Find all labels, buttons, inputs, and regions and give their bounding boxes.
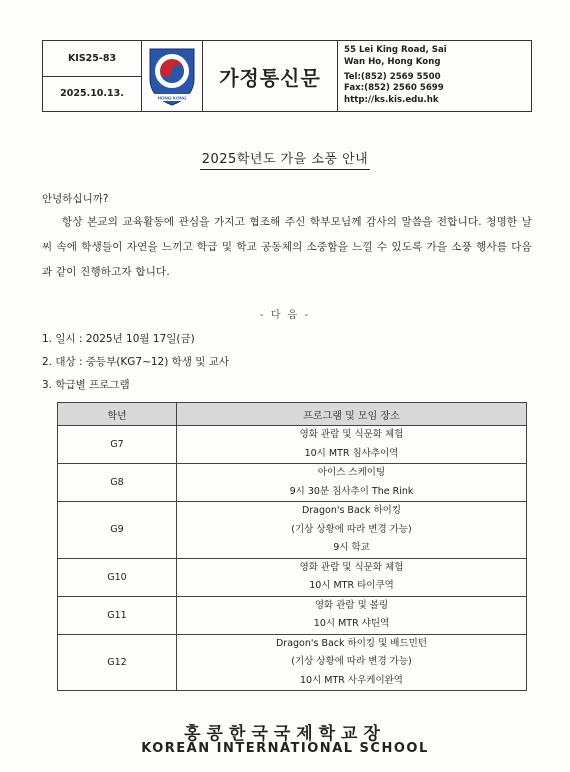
body-paragraph: 항상 본교의 교육활동에 관심을 가지고 협조해 주신 학부모님께 감사의 말씀을 전합니다. 청명한 날씨 속에 학생들이 자연을 느끼고 학급 및 학교 공동체의 소중함을 느낄 수 있도록 가을 소풍 행사를 다음과 같이 진행하고자 합니다. <box>42 216 532 278</box>
program-line: 아이스 스케이팅 <box>317 467 386 478</box>
program-line: (기상 상황에 따라 변경 가능) <box>291 523 412 535</box>
program-line: 10시 MTR 사우케이완역 <box>300 674 403 686</box>
program-line: Dragon's Back 하이킹 및 배드민턴 <box>275 637 428 649</box>
letter-header <box>42 40 532 112</box>
logo-text: HONG KONG <box>157 95 187 101</box>
table-row <box>58 502 527 559</box>
table-row <box>58 464 527 502</box>
program-cell <box>177 426 527 464</box>
principal-signature-korean: 홍콩한국국제학교장 <box>184 724 386 744</box>
header-grade: 학년 <box>58 403 177 426</box>
grade-cell: G9 <box>58 502 177 559</box>
tel: Tel:(852) 2569 5500 <box>344 71 441 82</box>
program-cell <box>177 502 527 559</box>
address-line-1: 55 Lei King Road, Sai <box>344 45 447 55</box>
school-address <box>338 41 531 111</box>
school-logo <box>142 41 203 111</box>
main-title <box>0 148 570 170</box>
grade-cell: G11 <box>58 596 177 634</box>
program-line: 10시 MTR 침사추이역 <box>304 447 399 459</box>
program-line: 10시 MTR 샤틴역 <box>313 618 390 629</box>
address-line-2: Wan Ho, Hong Kong <box>344 56 441 67</box>
grade-cell: G8 <box>58 464 177 502</box>
header-program: 프로그램 및 모임 장소 <box>177 403 527 426</box>
program-line: 영화 관람 및 식문화 체험 <box>299 561 404 573</box>
grade-cell: G7 <box>58 426 177 464</box>
main-title-text: 2025학년도 가을 소풍 안내 <box>200 148 371 170</box>
section-divider-label: - 다 음 - <box>259 310 311 321</box>
website: http://ks.kis.edu.hk <box>344 95 439 106</box>
table-row <box>58 634 527 691</box>
program-line: (기상 상황에 따라 변경 가능) <box>291 656 412 667</box>
program-cell <box>177 596 527 634</box>
doc-info <box>43 41 142 111</box>
letter-type-title: 가정통신문 <box>203 41 338 111</box>
table-row <box>58 596 527 634</box>
item-date: 1. 일시 : 2025년 10월 17일(금) <box>42 333 195 345</box>
doc-number: KIS25-83 <box>43 41 141 77</box>
program-line: 9시 학교 <box>333 542 370 553</box>
program-line: 영화 관람 및 볼링 <box>314 599 389 611</box>
greeting: 안녕하십니까? <box>42 193 109 205</box>
program-line: 10시 MTR 타이쿠역 <box>309 580 394 591</box>
program-line: 9시 30분 침사추이 The Rink <box>289 485 414 497</box>
item-target: 2. 대상 : 중등부(KG7~12) 학생 및 교사 <box>42 356 230 368</box>
program-cell <box>177 464 527 502</box>
table-row <box>58 426 527 464</box>
grade-cell: G12 <box>58 634 177 691</box>
table-row <box>58 558 527 596</box>
fax: Fax:(852) 2560 5699 <box>344 83 444 94</box>
program-table <box>57 402 527 691</box>
program-line: Dragon's Back 하이킹 <box>301 505 402 516</box>
program-cell <box>177 558 527 596</box>
program-cell <box>177 634 527 691</box>
doc-date: 2025.10.13. <box>60 88 124 100</box>
school-name-english: KOREAN INTERNATIONAL SCHOOL <box>141 741 429 756</box>
table-header-row <box>58 403 527 426</box>
grade-cell: G10 <box>58 558 177 596</box>
school-crest-icon <box>144 45 200 107</box>
item-program: 3. 학급별 프로그램 <box>42 379 130 391</box>
program-line: 영화 관람 및 식문화 체험 <box>299 429 404 440</box>
